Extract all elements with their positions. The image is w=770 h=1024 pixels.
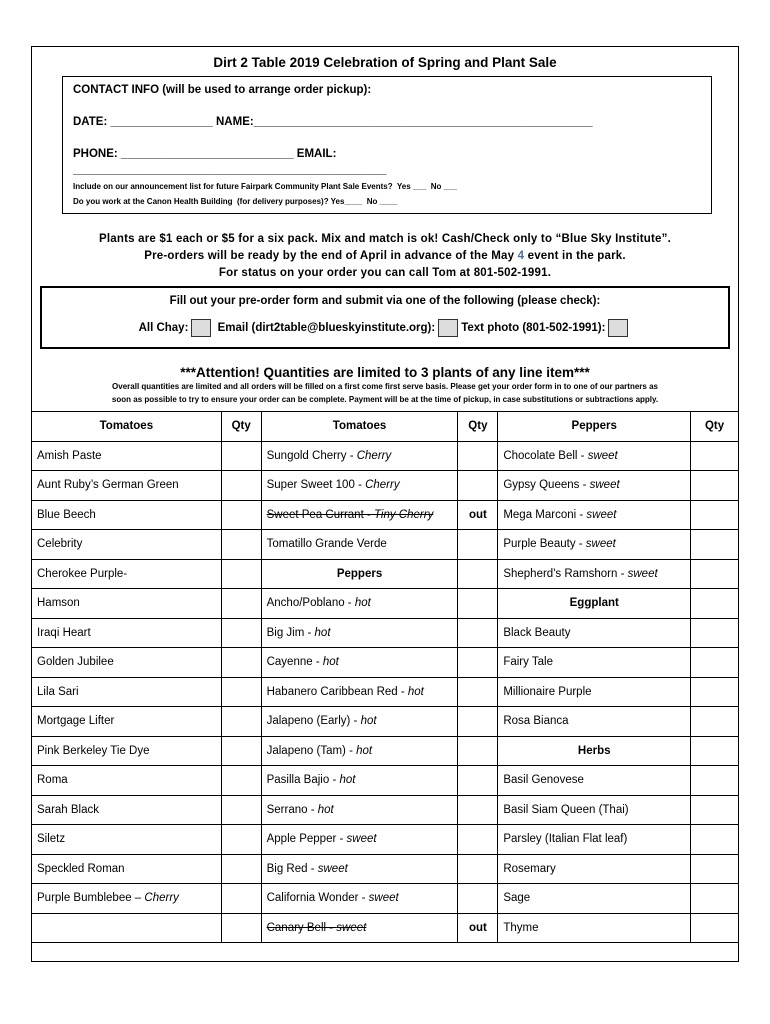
contact-info-box <box>62 76 712 214</box>
all-chay-checkbox[interactable] <box>191 319 211 337</box>
phone-email-field[interactable]: PHONE: ___________________________ EMAIL: <box>73 148 337 160</box>
submit-heading: Fill out your pre-order form and submit via one of the following (please check): <box>169 295 601 307</box>
table-row <box>32 530 739 560</box>
qty-cell[interactable] <box>458 589 498 619</box>
plant-name: Serrano - hot <box>261 795 458 825</box>
qty-cell[interactable] <box>221 471 261 501</box>
plant-name: Cherokee Purple- <box>32 559 222 589</box>
preorder-info: Pre-orders will be ready by the end of April in advance of the May 4 event in the park. <box>144 250 626 262</box>
order-form <box>31 46 739 962</box>
qty-cell[interactable] <box>221 736 261 766</box>
qty-cell[interactable] <box>691 854 739 884</box>
qty-cell[interactable] <box>691 500 739 530</box>
table-row <box>32 618 739 648</box>
plant-name: Shepherd's Ramshorn - sweet <box>498 559 691 589</box>
qty-cell[interactable] <box>221 677 261 707</box>
qty-cell[interactable] <box>221 707 261 737</box>
table-row <box>32 589 739 619</box>
plant-name: Mega Marconi - sweet <box>498 500 691 530</box>
qty-cell[interactable] <box>458 825 498 855</box>
qty-cell[interactable]: out <box>458 913 498 943</box>
table-row <box>32 913 739 943</box>
plant-name: Tomatillo Grande Verde <box>261 530 458 560</box>
plant-name: Sweet Pea Currant - Tiny Cherry <box>261 500 458 530</box>
col-header: Tomatoes <box>32 412 222 442</box>
qty-cell[interactable] <box>691 559 739 589</box>
qty-cell[interactable] <box>691 795 739 825</box>
plant-name: Rosemary <box>498 854 691 884</box>
qty-cell[interactable] <box>691 825 739 855</box>
email-line[interactable]: _________________________________________________ <box>73 164 387 176</box>
text-label: Text photo (801-502-1991): <box>461 322 606 335</box>
table-row <box>32 500 739 530</box>
qty-cell[interactable] <box>458 736 498 766</box>
plant-name: Speckled Roman <box>32 854 222 884</box>
section-heading: Peppers <box>261 559 458 589</box>
qty-cell[interactable] <box>691 618 739 648</box>
qty-cell[interactable] <box>691 736 739 766</box>
contact-heading: CONTACT INFO (will be used to arrange order pickup): <box>73 84 372 96</box>
col-header: Qty <box>458 412 498 442</box>
table-header-row <box>32 412 739 442</box>
qty-cell[interactable] <box>221 441 261 471</box>
table-row <box>32 441 739 471</box>
status-info: For status on your order you can call Tom at 801-502-1991. <box>218 267 552 279</box>
plant-name: Big Red - sweet <box>261 854 458 884</box>
qty-cell[interactable] <box>691 648 739 678</box>
qty-cell[interactable] <box>221 766 261 796</box>
plant-name: Celebrity <box>32 530 222 560</box>
plant-name: Apple Pepper - sweet <box>261 825 458 855</box>
fine-print-2: soon as possible to try to ensure your order can be complete. Payment will be at the time of pickup, in case substitutions or subtractions apply. <box>111 395 659 404</box>
qty-cell[interactable] <box>458 648 498 678</box>
plant-name: Basil Siam Queen (Thai) <box>498 795 691 825</box>
text-checkbox[interactable] <box>608 319 628 337</box>
qty-cell[interactable] <box>458 766 498 796</box>
plant-name: Roma <box>32 766 222 796</box>
plant-name: Pasilla Bajio - hot <box>261 766 458 796</box>
qty-cell[interactable] <box>458 677 498 707</box>
qty-cell[interactable] <box>691 707 739 737</box>
plant-name: Blue Beech <box>32 500 222 530</box>
section-heading: Herbs <box>498 736 691 766</box>
plant-name: Big Jim - hot <box>261 618 458 648</box>
qty-cell[interactable] <box>221 559 261 589</box>
qty-cell[interactable] <box>458 707 498 737</box>
table-row <box>32 766 739 796</box>
plant-name: Jalapeno (Early) - hot <box>261 707 458 737</box>
col-header: Qty <box>691 412 739 442</box>
email-checkbox[interactable] <box>438 319 458 337</box>
qty-cell[interactable] <box>691 530 739 560</box>
qty-cell[interactable] <box>458 618 498 648</box>
table-row <box>32 648 739 678</box>
plant-name: Canary Bell - sweet <box>261 913 458 943</box>
plant-name: Basil Genovese <box>498 766 691 796</box>
table-row <box>32 854 739 884</box>
email-label: Email (dirt2table@blueskyinstitute.org): <box>217 322 436 335</box>
plant-name: Golden Jubilee <box>32 648 222 678</box>
qty-cell[interactable] <box>221 589 261 619</box>
all-chay-label: All Chay: <box>138 322 189 335</box>
plant-name: Fairy Tale <box>498 648 691 678</box>
plant-name: Aunt Ruby’s German Green <box>32 471 222 501</box>
order-table <box>31 411 739 943</box>
qty-cell[interactable] <box>221 795 261 825</box>
table-row <box>32 825 739 855</box>
plant-name: Thyme <box>498 913 691 943</box>
qty-cell[interactable] <box>691 913 739 943</box>
qty-cell[interactable] <box>691 471 739 501</box>
plant-name: Amish Paste <box>32 441 222 471</box>
qty-cell[interactable] <box>691 441 739 471</box>
table-row <box>32 707 739 737</box>
canon-question[interactable]: Do you work at the Canon Health Building (for delivery purposes)? Yes____ No ____ <box>73 197 398 206</box>
plant-name: Hamson <box>32 589 222 619</box>
plant-name: Purple Beauty - sweet <box>498 530 691 560</box>
qty-cell[interactable] <box>221 530 261 560</box>
submit-method-box <box>40 286 730 349</box>
qty-cell[interactable] <box>221 825 261 855</box>
col-header: Tomatoes <box>261 412 458 442</box>
qty-cell[interactable] <box>458 471 498 501</box>
plant-name: Rosa Bianca <box>498 707 691 737</box>
plant-name: Mortgage Lifter <box>32 707 222 737</box>
plant-name: Purple Bumblebee – Cherry <box>32 884 222 914</box>
plant-name: Parsley (Italian Flat leaf) <box>498 825 691 855</box>
qty-cell[interactable] <box>221 913 261 943</box>
qty-cell[interactable] <box>221 618 261 648</box>
qty-cell[interactable] <box>691 766 739 796</box>
plant-name: Black Beauty <box>498 618 691 648</box>
table-row <box>32 559 739 589</box>
plant-name: Cayenne - hot <box>261 648 458 678</box>
qty-cell[interactable] <box>458 559 498 589</box>
plant-name: Sarah Black <box>32 795 222 825</box>
plant-name: Sungold Cherry - Cherry <box>261 441 458 471</box>
plant-name: Jalapeno (Tam) - hot <box>261 736 458 766</box>
plant-name <box>32 913 222 943</box>
qty-cell[interactable] <box>458 854 498 884</box>
plant-name: Lila Sari <box>32 677 222 707</box>
qty-cell[interactable] <box>458 884 498 914</box>
table-row <box>32 736 739 766</box>
pricing-info: Plants are $1 each or $5 for a six pack. Mix and match is ok! Cash/Check only to “Blue Sky Institute”. <box>99 233 671 245</box>
plant-name: Millionaire Purple <box>498 677 691 707</box>
announce-question[interactable]: Include on our announcement list for future Fairpark Community Plant Sale Events? Yes ___ No ___ <box>73 182 457 191</box>
plant-name: Gypsy Queens - sweet <box>498 471 691 501</box>
plant-name: Iraqi Heart <box>32 618 222 648</box>
table-row <box>32 677 739 707</box>
plant-name: Sage <box>498 884 691 914</box>
qty-cell[interactable] <box>458 530 498 560</box>
qty-cell[interactable] <box>221 884 261 914</box>
plant-name: Super Sweet 100 - Cherry <box>261 471 458 501</box>
qty-cell[interactable] <box>221 648 261 678</box>
col-header: Qty <box>221 412 261 442</box>
plant-name: Chocolate Bell - sweet <box>498 441 691 471</box>
fine-print-1: Overall quantities are limited and all orders will be filled on a first come first serve basis. Please get your order form in to one of our partners as <box>112 382 658 391</box>
col-header: Peppers <box>498 412 691 442</box>
table-row <box>32 471 739 501</box>
qty-cell[interactable] <box>691 589 739 619</box>
plant-name: Ancho/Poblano - hot <box>261 589 458 619</box>
plant-name: Siletz <box>32 825 222 855</box>
qty-cell[interactable] <box>458 795 498 825</box>
qty-cell[interactable] <box>458 441 498 471</box>
attention-notice: ***Attention! Quantities are limited to 3 plants of any line item*** <box>180 365 590 380</box>
form-title: Dirt 2 Table 2019 Celebration of Spring and Plant Sale <box>213 55 557 70</box>
qty-cell[interactable]: out <box>458 500 498 530</box>
plant-name: Habanero Caribbean Red - hot <box>261 677 458 707</box>
qty-cell[interactable] <box>221 854 261 884</box>
plant-name: California Wonder - sweet <box>261 884 458 914</box>
qty-cell[interactable] <box>691 884 739 914</box>
date-name-field[interactable]: DATE: ________________ NAME:_____________________________________________________ <box>73 116 593 128</box>
qty-cell[interactable] <box>691 677 739 707</box>
qty-cell[interactable] <box>221 500 261 530</box>
table-row <box>32 884 739 914</box>
section-heading: Eggplant <box>498 589 691 619</box>
table-row <box>32 795 739 825</box>
plant-name: Pink Berkeley Tie Dye <box>32 736 222 766</box>
